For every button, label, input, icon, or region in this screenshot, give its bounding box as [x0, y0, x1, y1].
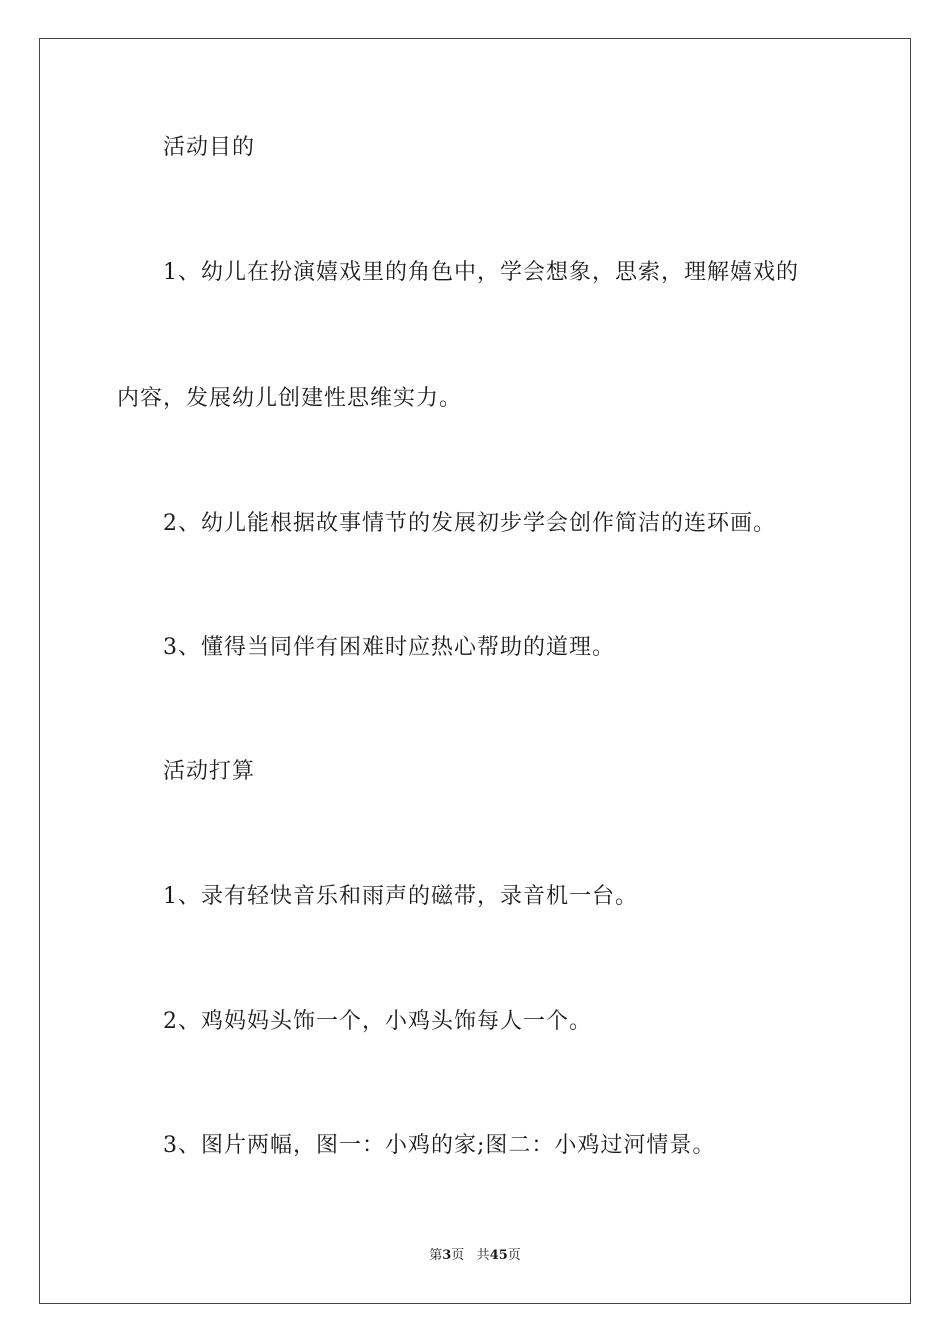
footer-total-suffix: 页 [507, 1248, 521, 1263]
paragraph-line: 内容，发展幼儿创建性思维实力。 [117, 386, 463, 411]
footer-page-number: 3 [442, 1248, 452, 1263]
page-footer [0, 1247, 950, 1265]
footer-page-suffix: 页 [451, 1248, 465, 1263]
paragraph-line: 1、录有轻快音乐和雨声的磁带，录音机一台。 [163, 884, 638, 909]
footer-page-prefix: 第 [429, 1248, 443, 1263]
paragraph-line: 1、幼儿在扮演嬉戏里的角色中，学会想象，思索，理解嬉戏的 [163, 260, 799, 285]
paragraph-line: 2、幼儿能根据故事情节的发展初步学会创作简洁的连环画。 [163, 511, 776, 536]
section-heading-preparation: 活动打算 [163, 759, 256, 784]
paragraph-line: 3、懂得当同伴有困难时应热心帮助的道理。 [163, 635, 615, 660]
page-border [39, 38, 911, 1304]
footer-total-prefix: 共 [476, 1248, 490, 1263]
paragraph-line: 2、鸡妈妈头饰一个，小鸡头饰每人一个。 [163, 1009, 592, 1034]
footer-total-pages: 45 [489, 1248, 508, 1263]
paragraph-line: 3、图片两幅，图一：小鸡的家;图二：小鸡过河情景。 [163, 1133, 716, 1158]
section-heading-goals: 活动目的 [163, 135, 256, 160]
